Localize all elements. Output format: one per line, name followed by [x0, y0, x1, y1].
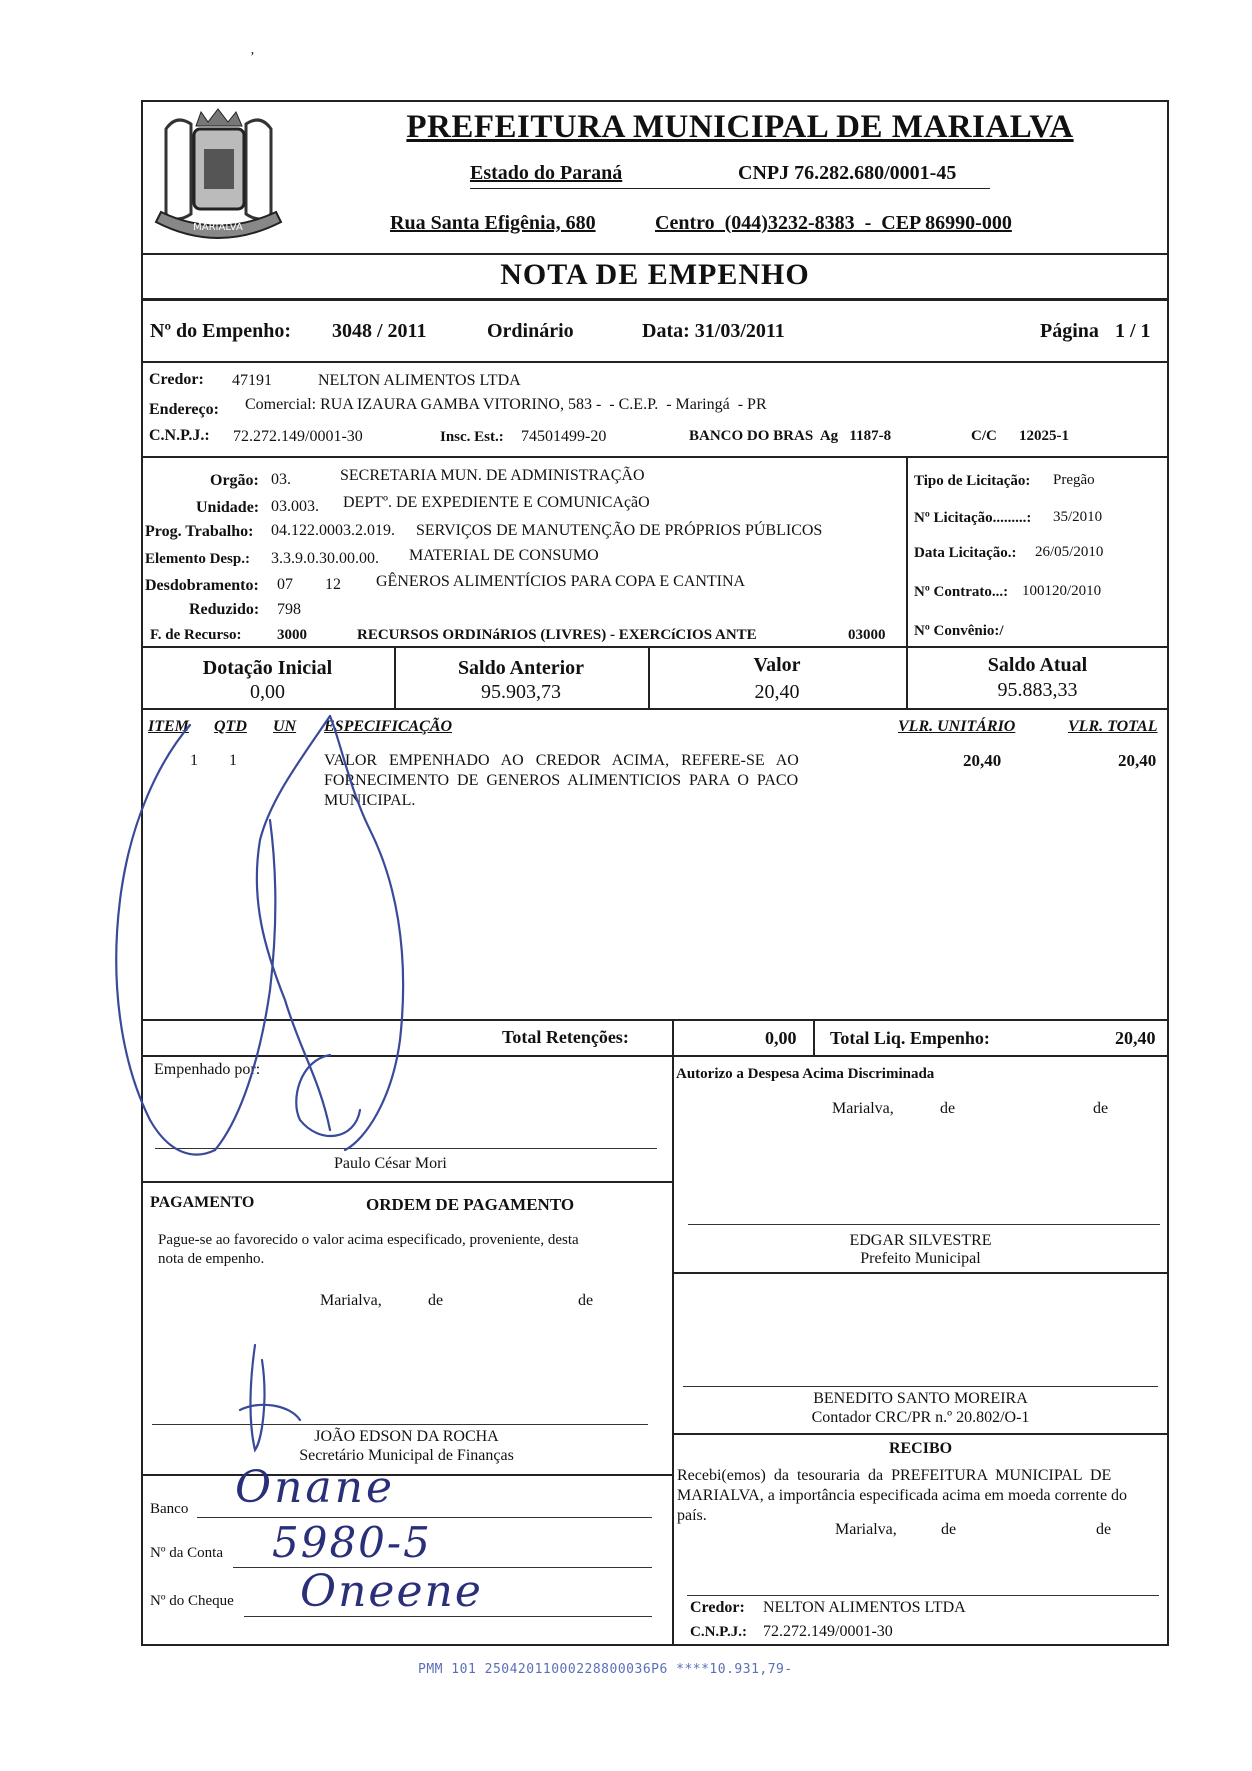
- pagamento-text-1: Pague-se ao favorecido o valor acima especificado, proveniente, desta: [158, 1232, 579, 1248]
- divider: [141, 1474, 672, 1476]
- desdob-code: 07: [277, 576, 293, 593]
- divider: [141, 361, 1169, 363]
- recurso-num: 03000: [848, 627, 886, 643]
- handwritten-conta: 5980-5: [272, 1518, 432, 1567]
- empenho-number: 3048 / 2011: [332, 320, 427, 342]
- recibo-text-3: país.: [677, 1507, 707, 1524]
- atual-label: Saldo Atual: [987, 654, 1088, 676]
- dotacao-value: 0,00: [250, 681, 285, 703]
- convenio-label: Nº Convênio:/: [914, 623, 1004, 639]
- reduzido-label: Reduzido:: [189, 601, 260, 618]
- cnpj-label: C.N.P.J.:: [149, 427, 210, 444]
- pagamento-city: Marialva,: [320, 1292, 382, 1309]
- header-state-underline: [470, 188, 990, 189]
- recibo-text-1: Recebi(emos) da tesouraria da PREFEITURA MUNICIPAL DE: [677, 1467, 1112, 1484]
- item-total: 20,40: [1118, 751, 1157, 770]
- scan-mark: ʼ: [250, 50, 255, 65]
- autorizo-label: Autorizo a Despesa Acima Discriminada: [676, 1066, 935, 1082]
- header-title: PREFEITURA MUNICIPAL DE MARIALVA: [406, 109, 1074, 145]
- insc-value: 74501499-20: [521, 428, 607, 445]
- retencoes-label: Total Retenções:: [502, 1027, 629, 1047]
- svg-text:MARIALVA: MARIALVA: [193, 222, 243, 233]
- desdob-value: GÊNEROS ALIMENTÍCIOS PARA COPA E CANTINA: [376, 573, 746, 590]
- header-address: Rua Santa Efigênia, 680: [390, 212, 596, 234]
- page-label: Página: [1040, 320, 1099, 342]
- unidade-label: Unidade:: [196, 499, 260, 516]
- credor-name: NELTON ALIMENTOS LTDA: [318, 372, 521, 389]
- contador-name: BENEDITO SANTO MOREIRA: [813, 1390, 1028, 1407]
- retencoes-value: 0,00: [765, 1028, 797, 1048]
- num-licitacao-label: Nº Licitação.........:: [914, 510, 1032, 526]
- credor-cnpj: 72.272.149/0001-30: [233, 428, 363, 445]
- cc-label: C/C: [971, 428, 997, 444]
- empenhado-name: Paulo César Mori: [334, 1155, 447, 1172]
- recibo-cnpj: 72.272.149/0001-30: [763, 1623, 893, 1640]
- signature-line: [683, 1386, 1158, 1387]
- recibo-cnpj-label: C.N.P.J.:: [690, 1624, 747, 1640]
- atual-value: 95.883,33: [997, 679, 1078, 701]
- orgao-value: SECRETARIA MUN. DE ADMINISTRAÇÃO: [340, 467, 645, 484]
- recibo-de2: de: [1096, 1521, 1112, 1538]
- unidade-value: DEPTº. DE EXPEDIENTE E COMUNICAçãO: [343, 494, 650, 511]
- signature-line: [152, 1424, 648, 1425]
- divider: [141, 456, 1169, 458]
- divider: [672, 1272, 1169, 1274]
- item-desc-2: FORNECIMENTO DE GENEROS ALIMENTICIOS PARA O PACO: [324, 772, 799, 789]
- item-number: 1: [190, 752, 198, 769]
- valor-label: Valor: [753, 654, 801, 676]
- credor-code: 47191: [232, 372, 272, 389]
- recibo-credor: NELTON ALIMENTOS LTDA: [763, 1599, 966, 1616]
- tipo-licitacao: Pregão: [1053, 472, 1095, 488]
- contrato-label: Nº Contrato...:: [914, 584, 1009, 600]
- elemento-label: Elemento Desp.:: [145, 551, 250, 567]
- item-desc-1: VALOR EMPENHADO AO CREDOR ACIMA, REFERE-SE AO: [324, 752, 799, 769]
- divider: [141, 253, 1169, 255]
- secretario-name: JOÃO EDSON DA ROCHA: [314, 1428, 499, 1445]
- city-seal: [146, 104, 291, 249]
- col-total: VLR. TOTAL: [1068, 718, 1158, 735]
- desdob-sub: 12: [325, 576, 341, 593]
- recurso-label: F. de Recurso:: [150, 627, 242, 643]
- anterior-value: 95.903,73: [481, 681, 561, 703]
- header-state: Estado do Paraná: [470, 162, 623, 184]
- divider: [141, 1019, 1169, 1021]
- contrato-value: 100120/2010: [1022, 583, 1102, 599]
- pagamento-de1: de: [428, 1292, 444, 1309]
- secretario-role: Secretário Municipal de Finanças: [299, 1447, 514, 1464]
- autorizo-de2: de: [1093, 1100, 1109, 1117]
- recibo-de1: de: [941, 1521, 957, 1538]
- handwritten-cheque: Oneene: [300, 1566, 483, 1617]
- autorizo-city: Marialva,: [832, 1100, 894, 1117]
- pagamento-text-2: nota de empenho.: [158, 1251, 265, 1267]
- recibo-city: Marialva,: [835, 1521, 897, 1538]
- cheque-label: Nº do Cheque: [150, 1593, 234, 1609]
- signature-line: [687, 1595, 1159, 1596]
- valor-value: 20,40: [754, 681, 800, 703]
- cc-value: 12025-1: [1019, 428, 1069, 444]
- col-item: ITEM: [148, 718, 189, 735]
- num-licitacao: 35/2010: [1053, 509, 1103, 525]
- insc-label: Insc. Est.:: [440, 429, 504, 445]
- data-licitacao: 26/05/2010: [1035, 544, 1104, 560]
- item-desc-3: MUNICIPAL.: [324, 792, 416, 809]
- signature-line: [688, 1224, 1160, 1225]
- conta-label: Nº da Conta: [150, 1545, 223, 1561]
- recibo-text-2: MARIALVA, a importância especificada acima em moeda corrente do: [677, 1487, 1128, 1504]
- empenho-date: Data: 31/03/2011: [642, 320, 785, 342]
- divider: [141, 1055, 1169, 1057]
- recurso-code: 3000: [277, 627, 307, 643]
- prefeito-role: Prefeito Municipal: [860, 1250, 981, 1267]
- liquido-label: Total Liq. Empenho:: [830, 1028, 990, 1048]
- divider: [141, 708, 1169, 710]
- empenhado-label: Empenhado por:: [154, 1061, 261, 1078]
- recibo-label: RECIBO: [888, 1440, 953, 1457]
- col-un: UN: [273, 718, 297, 735]
- bank-info: BANCO DO BRAS Ag 1187-8: [689, 428, 892, 444]
- unidade-code: 03.003.: [271, 498, 319, 515]
- divider-vertical: [672, 1055, 674, 1646]
- header-cnpj: CNPJ 76.282.680/0001-45: [738, 162, 957, 184]
- elemento-code: 3.3.9.0.30.00.00.: [271, 550, 379, 567]
- orgao-label: Orgão:: [210, 472, 259, 489]
- divider-vertical: [906, 456, 908, 646]
- col-espec: ESPECIFICAÇÃO: [324, 718, 453, 735]
- recibo-credor-label: Credor:: [690, 1599, 745, 1616]
- banco-label: Banco: [150, 1501, 189, 1517]
- divider: [141, 298, 1169, 301]
- header-district: Centro (044)3232-8383 - CEP 86990-000: [655, 212, 1012, 234]
- empenho-label: Nº do Empenho:: [150, 320, 292, 342]
- reduzido-value: 798: [277, 601, 301, 618]
- prefeito-name: EDGAR SILVESTRE: [849, 1232, 992, 1249]
- recurso-value: RECURSOS ORDINáRIOS (LIVRES) - EXERCíCIOS ANTE: [357, 627, 757, 643]
- empenho-type: Ordinário: [487, 320, 574, 342]
- page-number: 1 / 1: [1115, 320, 1151, 342]
- autorizo-de1: de: [940, 1100, 956, 1117]
- col-qtd: QTD: [214, 718, 247, 735]
- data-licitacao-label: Data Licitação.:: [914, 545, 1017, 561]
- elemento-value: MATERIAL DE CONSUMO: [409, 547, 599, 564]
- prog-code: 04.122.0003.2.019.: [271, 522, 395, 539]
- tipo-licitacao-label: Tipo de Licitação:: [914, 473, 1031, 489]
- desdob-label: Desdobramento:: [145, 577, 259, 594]
- pagamento-de2: de: [578, 1292, 594, 1309]
- orgao-code: 03.: [271, 471, 291, 488]
- footer-stamp: PMM 101 25042011000228800036P6 ****10.931,79-: [418, 1662, 793, 1677]
- contador-role: Contador CRC/PR n.º 20.802/O-1: [811, 1409, 1030, 1426]
- credor-label: Credor:: [149, 371, 204, 388]
- divider: [141, 1181, 672, 1183]
- doc-title: NOTA DE EMPENHO: [500, 258, 810, 291]
- credor-address: Comercial: RUA IZAURA GAMBA VITORINO, 583 - - C.E.P. - Maringá - PR: [245, 396, 767, 413]
- handwritten-banco: Onane: [235, 1462, 396, 1513]
- address-label: Endereço:: [149, 401, 219, 418]
- divider: [141, 646, 1169, 648]
- item-qtd: 1: [229, 752, 237, 769]
- divider-vertical: [672, 1019, 674, 1055]
- signature-line: [155, 1148, 657, 1149]
- ordem-label: ORDEM DE PAGAMENTO: [366, 1195, 575, 1214]
- pagamento-label: PAGAMENTO: [150, 1194, 255, 1211]
- liquido-value: 20,40: [1115, 1028, 1156, 1048]
- col-unit: VLR. UNITÁRIO: [898, 718, 1016, 735]
- item-unit: 20,40: [963, 751, 1002, 770]
- divider-vertical: [813, 1019, 815, 1055]
- divider: [672, 1433, 1169, 1435]
- prog-label: Prog. Trabalho:: [145, 523, 254, 540]
- dotacao-label: Dotação Inicial: [202, 657, 333, 679]
- prog-value: SERVIÇOS DE MANUTENÇÃO DE PRÓPRIOS PÚBLICOS: [416, 522, 823, 539]
- anterior-label: Saldo Anterior: [457, 657, 585, 679]
